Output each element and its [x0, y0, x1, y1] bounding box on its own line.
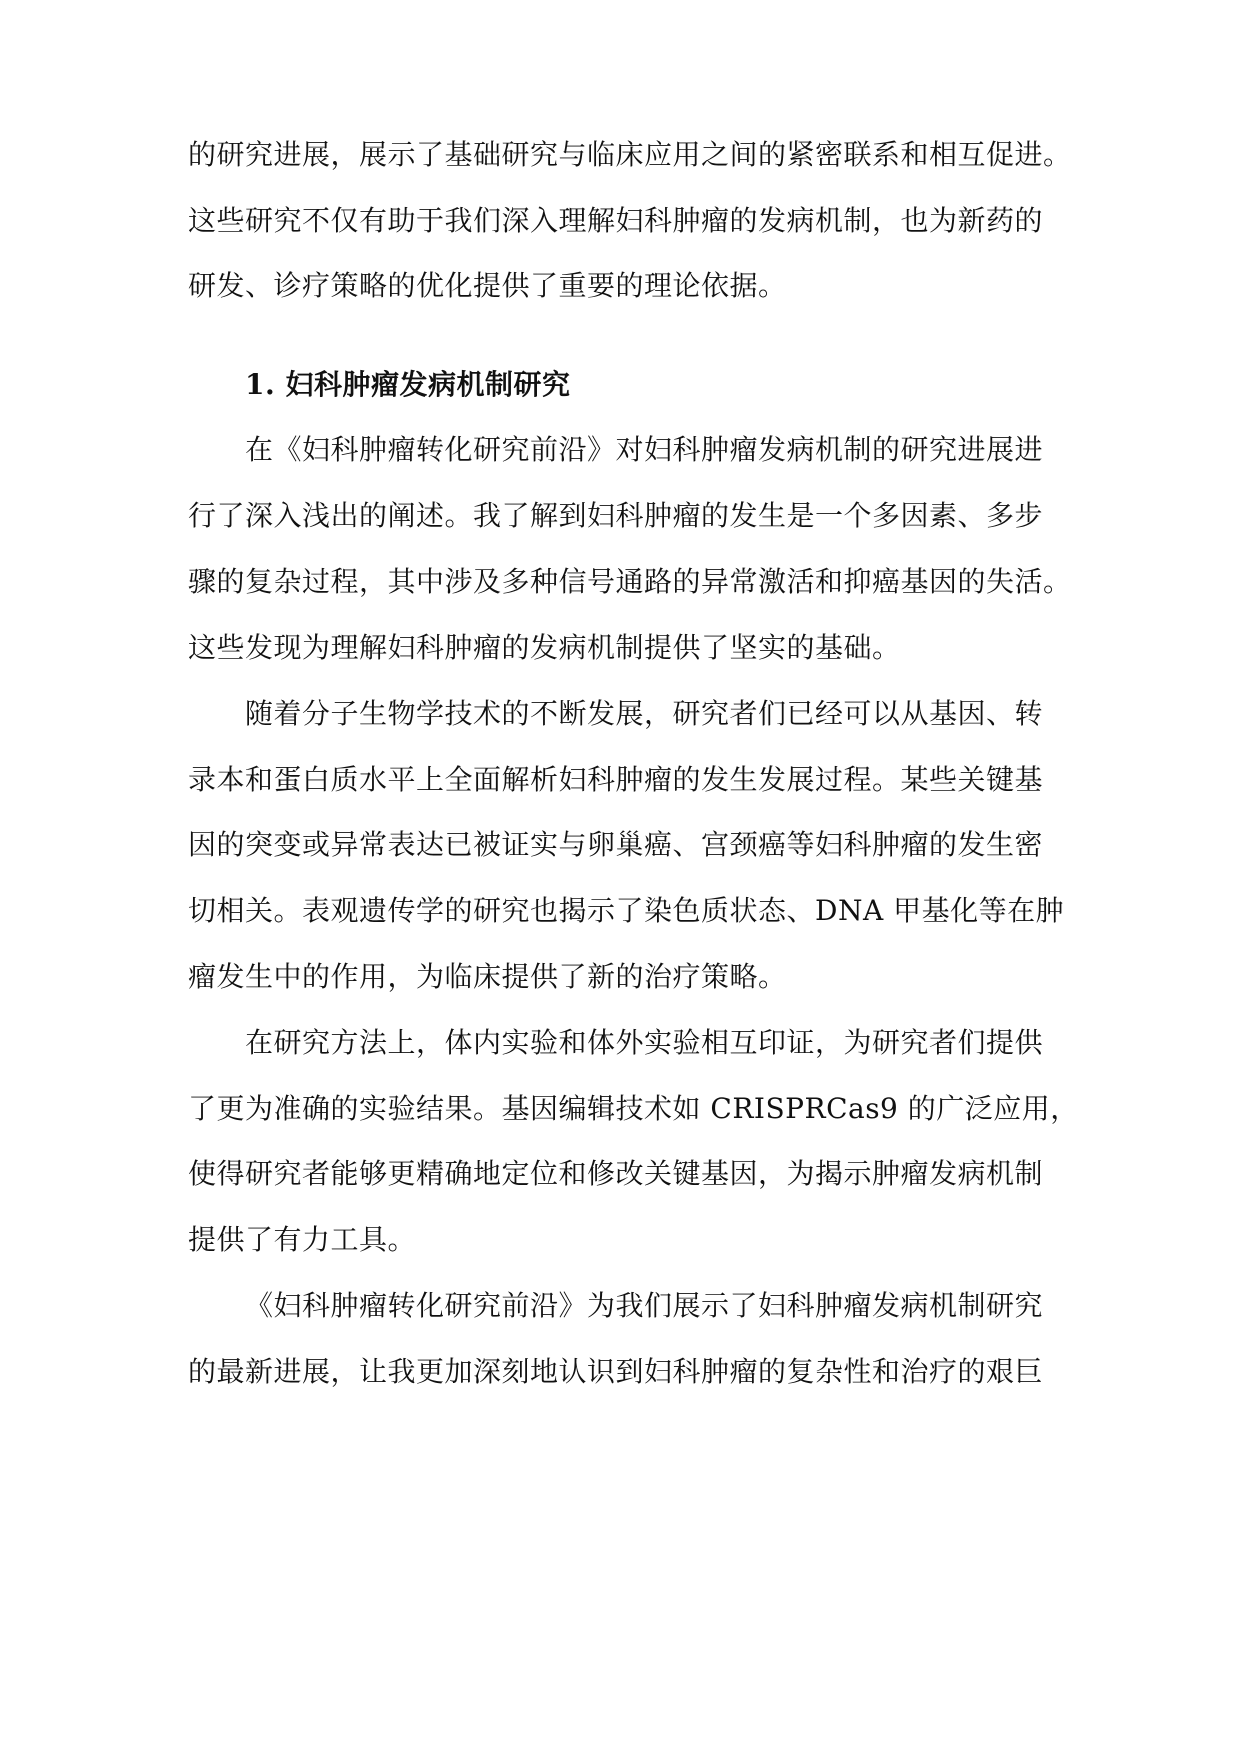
- paragraph-line: 了更为准确的实验结果。基因编辑技术如 CRISPRCas9 的广泛应用，: [188, 1092, 1079, 1125]
- paragraph-line: 行了深入浅出的阐述。我了解到妇科肿瘤的发生是一个多因素、多步: [188, 499, 1044, 532]
- paragraph-line: 使得研究者能够更精确地定位和修改关键基因，为揭示肿瘤发病机制: [188, 1157, 1044, 1190]
- paragraph-line: 因的突变或异常表达已被证实与卵巢癌、宫颈癌等妇科肿瘤的发生密: [188, 828, 1044, 861]
- paragraph-line: 录本和蛋白质水平上全面解析妇科肿瘤的发生发展过程。某些关键基: [188, 763, 1044, 796]
- intro-line: 这些研究不仅有助于我们深入理解妇科肿瘤的发病机制，也为新药的: [188, 204, 1044, 237]
- paragraph-line: 骤的复杂过程，其中涉及多种信号通路的异常激活和抑癌基因的失活。: [188, 565, 1072, 598]
- paragraph-line: 瘤发生中的作用，为临床提供了新的治疗策略。: [188, 960, 787, 993]
- intro-line: 研发、诊疗策略的优化提供了重要的理论依据。: [188, 269, 787, 302]
- paragraph-line: 的最新进展，让我更加深刻地认识到妇科肿瘤的复杂性和治疗的艰巨: [188, 1355, 1044, 1388]
- paragraph-line: 提供了有力工具。: [188, 1223, 417, 1256]
- paragraph-line: 随着分子生物学技术的不断发展，研究者们已经可以从基因、转: [245, 697, 1044, 730]
- paragraph-line: 切相关。表观遗传学的研究也揭示了染色质状态、DNA 甲基化等在肿: [188, 894, 1065, 927]
- intro-line: 的研究进展，展示了基础研究与临床应用之间的紧密联系和相互促进。: [188, 138, 1072, 171]
- paragraph-line: 在《妇科肿瘤转化研究前沿》对妇科肿瘤发病机制的研究进展进: [245, 433, 1044, 466]
- paragraph-line: 这些发现为理解妇科肿瘤的发病机制提供了坚实的基础。: [188, 631, 901, 664]
- paragraph-line: 《妇科肿瘤转化研究前沿》为我们展示了妇科肿瘤发病机制研究: [245, 1289, 1044, 1322]
- section-heading: 1. 妇科肿瘤发病机制研究: [245, 368, 571, 401]
- paragraph-line: 在研究方法上，体内实验和体外实验相互印证，为研究者们提供: [245, 1026, 1044, 1059]
